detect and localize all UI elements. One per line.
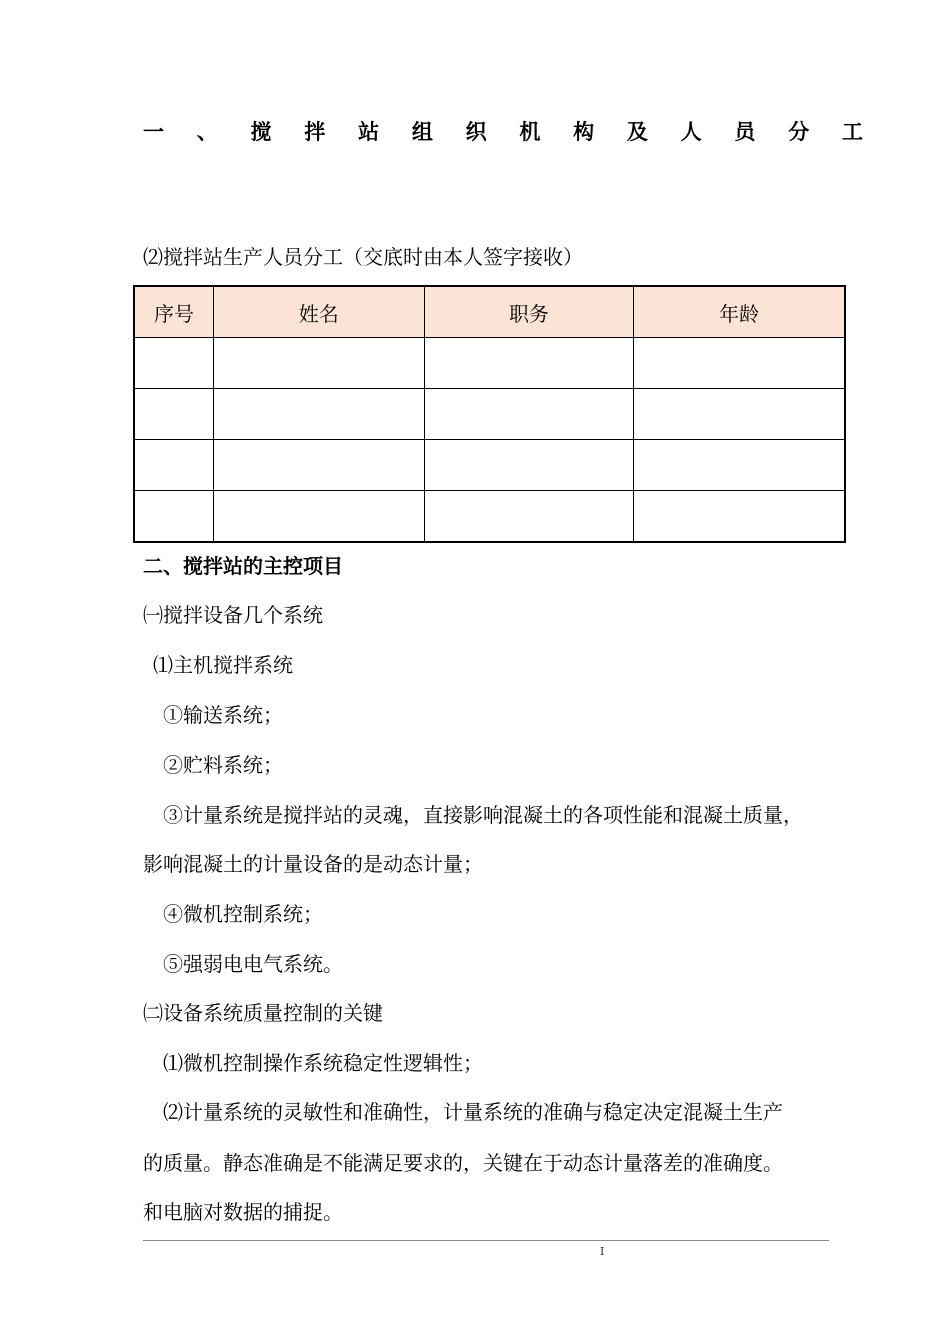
table-cell[interactable] bbox=[424, 440, 634, 491]
list-item-continuation: 的质量。静态准确是不能满足要求的，关键在于动态计量落差的准确度。 bbox=[143, 1151, 783, 1175]
table-cell[interactable] bbox=[213, 440, 424, 491]
list-item-continuation: 和电脑对数据的捕捉。 bbox=[143, 1200, 343, 1224]
title-char: 工 bbox=[841, 120, 863, 144]
title-char: 人 bbox=[680, 120, 702, 144]
staff-table bbox=[133, 285, 846, 543]
title-char: 、 bbox=[196, 120, 218, 144]
table-row bbox=[134, 440, 845, 491]
table-cell[interactable] bbox=[634, 389, 845, 440]
list-item: ⑤强弱电电气系统。 bbox=[163, 952, 343, 976]
table-cell[interactable] bbox=[134, 338, 213, 389]
list-item: ③计量系统是搅拌站的灵魂，直接影响混凝土的各项性能和混凝土质量， bbox=[163, 803, 803, 827]
subsection-quality-control: ㈡设备系统质量控制的关键 bbox=[143, 1001, 383, 1025]
table-row bbox=[134, 338, 845, 389]
main-mixing-system: ⑴主机搅拌系统 bbox=[153, 653, 293, 677]
header-age: 年龄 bbox=[634, 286, 845, 338]
header-name: 姓名 bbox=[213, 286, 424, 338]
table-cell[interactable] bbox=[134, 389, 213, 440]
title-char: 机 bbox=[519, 120, 541, 144]
title-char: 员 bbox=[734, 120, 756, 144]
list-item: ⑴微机控制操作系统稳定性逻辑性； bbox=[163, 1051, 483, 1075]
title-char: 组 bbox=[411, 120, 433, 144]
table-cell[interactable] bbox=[424, 491, 634, 543]
table-row bbox=[134, 389, 845, 440]
title-char: 及 bbox=[626, 120, 648, 144]
title-char: 一 bbox=[143, 120, 164, 144]
list-item-continuation: 影响混凝土的计量设备的是动态计量； bbox=[143, 852, 483, 876]
section1-title bbox=[143, 116, 863, 148]
section2-title: 二、搅拌站的主控项目 bbox=[143, 554, 343, 578]
title-char: 拌 bbox=[304, 120, 326, 144]
subsection-equipment-systems: ㈠搅拌设备几个系统 bbox=[143, 603, 323, 627]
table-cell[interactable] bbox=[634, 491, 845, 543]
page-number: I bbox=[600, 1245, 605, 1258]
header-position: 职务 bbox=[424, 286, 634, 338]
header-serial: 序号 bbox=[134, 286, 213, 338]
table-header-row bbox=[134, 286, 845, 338]
table-row bbox=[134, 491, 845, 543]
table-cell[interactable] bbox=[634, 440, 845, 491]
table-cell[interactable] bbox=[634, 338, 845, 389]
table-cell[interactable] bbox=[424, 389, 634, 440]
title-char: 分 bbox=[788, 120, 810, 144]
table-cell[interactable] bbox=[134, 440, 213, 491]
title-char: 织 bbox=[465, 120, 487, 144]
list-item: ②贮料系统； bbox=[163, 753, 283, 777]
table-cell[interactable] bbox=[213, 389, 424, 440]
footer-divider bbox=[143, 1240, 829, 1241]
title-char: 构 bbox=[573, 120, 595, 144]
table-cell[interactable] bbox=[134, 491, 213, 543]
list-item: ①输送系统； bbox=[163, 703, 283, 727]
staff-subheading: ⑵搅拌站生产人员分工（交底时由本人签字接收） bbox=[143, 245, 583, 269]
title-char: 搅 bbox=[250, 120, 272, 144]
table-cell[interactable] bbox=[424, 338, 634, 389]
title-char: 站 bbox=[358, 120, 380, 144]
table-cell[interactable] bbox=[213, 338, 424, 389]
table-cell[interactable] bbox=[213, 491, 424, 543]
list-item: ④微机控制系统； bbox=[163, 902, 323, 926]
list-item: ⑵计量系统的灵敏性和准确性，计量系统的准确与稳定决定混凝土生产 bbox=[163, 1100, 783, 1124]
